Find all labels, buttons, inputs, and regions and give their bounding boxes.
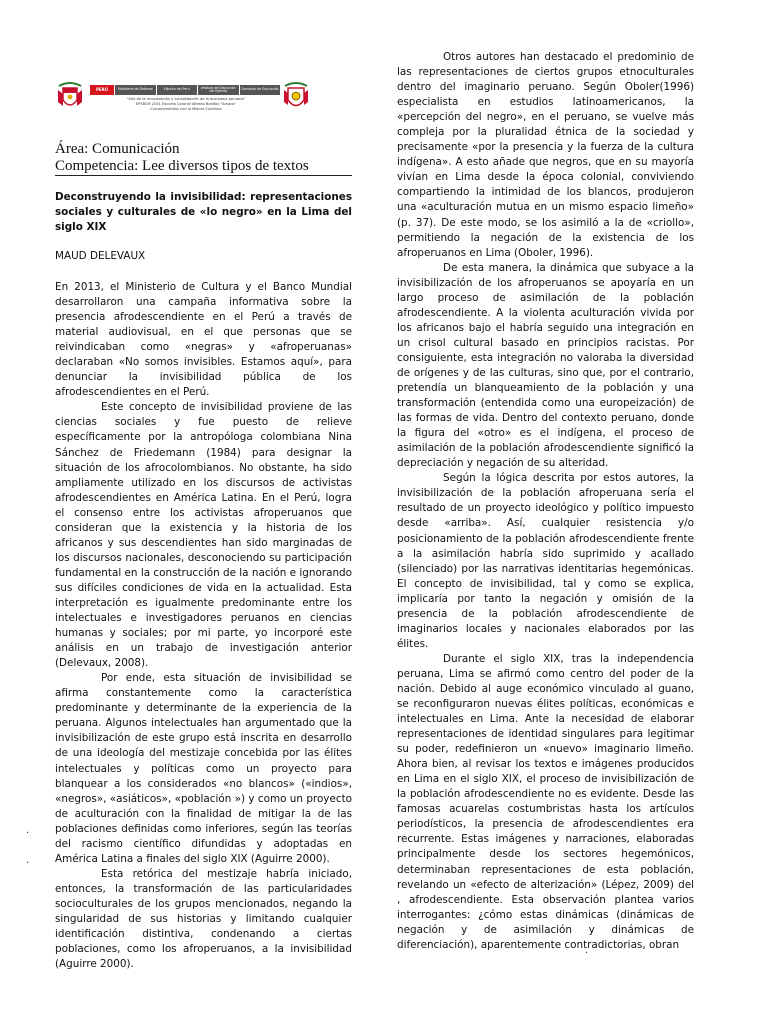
competencia-label: Competencia: Lee diversos tipos de textos [55, 158, 309, 174]
body-paragraph: Este concepto de invisibilidad proviene de las ciencias sociales y fue puesto de relieve específicamente por la antropóloga colombiana Nina Sánchez de Friedemann (1984) para designar la situación de los afrocolombianos. No obstante, ha sido ampliamente utilizado en los discursos de activistas afrodescendientes en América Latina. En el Perú, logra el consenso entre los activistas afroperuanos que consideran que la existencia y la historia de los africanos y sus descendientes han sido marginadas de los discursos nacionales, desconociendo su participación fundamental en la construcción de la nación e ignorando sus difíciles condiciones de vida en la actualidad. Esta interpretación es igualmente predominante entre los intelectuales e investigadores peruanos en ciencias humanas y sociales; por mi parte, yo incorporé este análisis en un trabajo de investigación anterior (Delevaux, 2008). [55, 401, 352, 670]
margin-mark: · [26, 858, 30, 869]
left-column [55, 280, 352, 972]
body-paragraph: Durante el siglo XIX, tras la independencia peruana, Lima se afirmó como centro del poder de la nación. Debido al auge económico vinculado al guano, se reconfiguraron nuevas élites políticas, económicas e intelectuales en Lima. Ante la necesidad de elaborar representaciones de identidad singulares para legitimar su poder, redefinieron un «nuevo» imaginario limeño. Ahora bien, al revisar los textos e imágenes producidos en Lima en el siglo XIX, el proceso de invisibilización de la población afrodescendiente no es evidente. Desde las famosas acuarelas costumbristas hasta los artículos periodísticos, la presencia de afrodescendientes era recurrente. Estas imágenes y narraciones, elaboradas principalmente desde los sectores hegemónicos, determinaban representaciones de esta población, revelando un «efecto de alterización» (Lépez, 2009) del , afrodescendiente. Esta observación plantea varios interrogantes: ¿cómo estas dinámicas (dinámicas de negación y de asimilación y dinámicas de diferenciación), aparentemente contradictorias, obran [397, 652, 694, 951]
banner-peru-label: PERÚ [90, 85, 114, 95]
body-paragraph: Según la lógica descrita por estos autores, la invisibilización de la población afroperuana sería el resultado de un proyecto ideológico y político impuesto desde «arriba». Así, cualquier resistencia y/o posicionamiento de la población afrodescendiente frente a la asimilación habría sido suprimido y acallado (silenciado) por las narrativas identitarias hegemónicas. El concepto de invisibilidad, tal y como se explica, implicaría por tanto la negación y omisión de la presencia de la población afrodescendiente de imaginarios locales y nacionales elaborados por las élites. [397, 472, 694, 650]
area-label: Área: Comunicación [55, 141, 180, 157]
banner-ministry-4: Comando de Educación [239, 85, 281, 95]
peru-coat-of-arms-icon [57, 80, 83, 114]
header-divider [55, 175, 352, 176]
banner-tagline [93, 97, 279, 112]
school-crest-icon [283, 80, 309, 114]
body-paragraph: Esta retórica del mestizaje habría iniciado, entonces, la transformación de las particularidades socioculturales de los grupos mencionados, negando la singularidad de sus historias y limitando cualquier identificación distintiva, condenando a ciertas poblaciones, como los afroperuanos, a la invisibilidad (Aguirre 2000). [55, 867, 352, 971]
article-title: Deconstruyendo la invisibilidad: representaciones sociales y culturales de «lo negro» en la Lima del siglo XIX [55, 191, 352, 233]
margin-mark: · [585, 948, 589, 959]
header-banner [57, 80, 309, 114]
body-paragraph: Por ende, esta situación de invisibilidad se afirma constantemente como la característica predominante y determinante de la experiencia de la peruana. Algunos intelectuales han argumentado que la invisibilización de este grupo está inscrita en desarrollo de una ideología del mestizaje concebida por las élites intelectuales y políticas como un proyecto para blanquear a los considerados «no blancos» («indios», «negros», «asiáticos», «población ») y como un proyecto de aculturación con la finalidad de mitigar la de las poblaciones definidas como inferiores, según las teorías del racismo científico difundidas y adoptadas en América Latina a finales del siglo XIX (Aguirre 2000). [55, 672, 352, 865]
margin-mark: · [26, 828, 30, 839]
banner-ministry-3: Jefatura de Educación del Ejército [197, 85, 239, 95]
banner-tagline-line-1: "Año de la recuperación y consolidación de la economía peruana" [126, 97, 246, 101]
ministry-strip [90, 85, 280, 95]
right-column [397, 50, 694, 953]
body-paragraph: De esta manera, la dinámica que subyace a la invisibilización de los afroperuanos se apoyaría en un largo proceso de asimilación de la población afrodescendiente. A la violenta aculturación vivida por los africanos bajo el habría seguido una integración en un crisol cultural basado en principios racistas. Por consiguiente, esta integración no valoraba la diversidad de orígenes y de las culturas, sino que, por el contrario, pretendía un blanqueamiento de la población y una transformación (entendida como una europeización) de las formas de vida. Dentro del contexto peruano, donde la figura del «otro» es el indígena, el proceso de asimilación de la población afrodescendiente significó la depreciación y negación de su alteridad. [397, 261, 694, 470]
body-paragraph: Otros autores han destacado el predominio de las representaciones de ciertos grupos etnoculturales dentro del imaginario peruano. Según Oboler(1996) especialista en estudios latinoamericanos, la «percepción del negro», en el peruano, se vuelve más compleja por la pluralidad étnica de la sociedad y precisamente «por la presencia y la fuerza de la cultura indígena». A esto añade que negros, que en su mayoría vivían en Lima desde la época colonial, conviviendo compartiendo la intimidad de los blancos, produjeron una «aculturación mutua en un mismo espacio limeño» (p. 37). De este modo, se los asimiló a la de «criollo», permitiendo la negación de la existencia de los afroperuanos en Lima (Oboler, 1996). [397, 51, 694, 259]
article-author: MAUD DELEVAUX [55, 250, 146, 262]
banner-ministry-1: Ministerio de Defensa [114, 85, 156, 95]
course-header [55, 141, 355, 175]
banner-tagline-line-3: Comprometidos con la Mejora Continua [150, 107, 222, 111]
banner-tagline-line-2: EPSRCM 2051 Escuela Coronel Alfredo Bonifaz "Amaca" [136, 102, 236, 106]
body-paragraph: En 2013, el Ministerio de Cultura y el Banco Mundial desarrollaron una campaña informativa sobre la presencia afrodescendiente en el Perú a través de material audiovisual, en el que personas que se reivindicaban como «negras» y «afroperuanas» declaraban «No somos invisibles. Estamos aquí», para denunciar la invisibilidad pública de los afrodescendientes en el Perú. [55, 281, 352, 399]
banner-ministry-2: Ejército del Perú [156, 85, 198, 95]
